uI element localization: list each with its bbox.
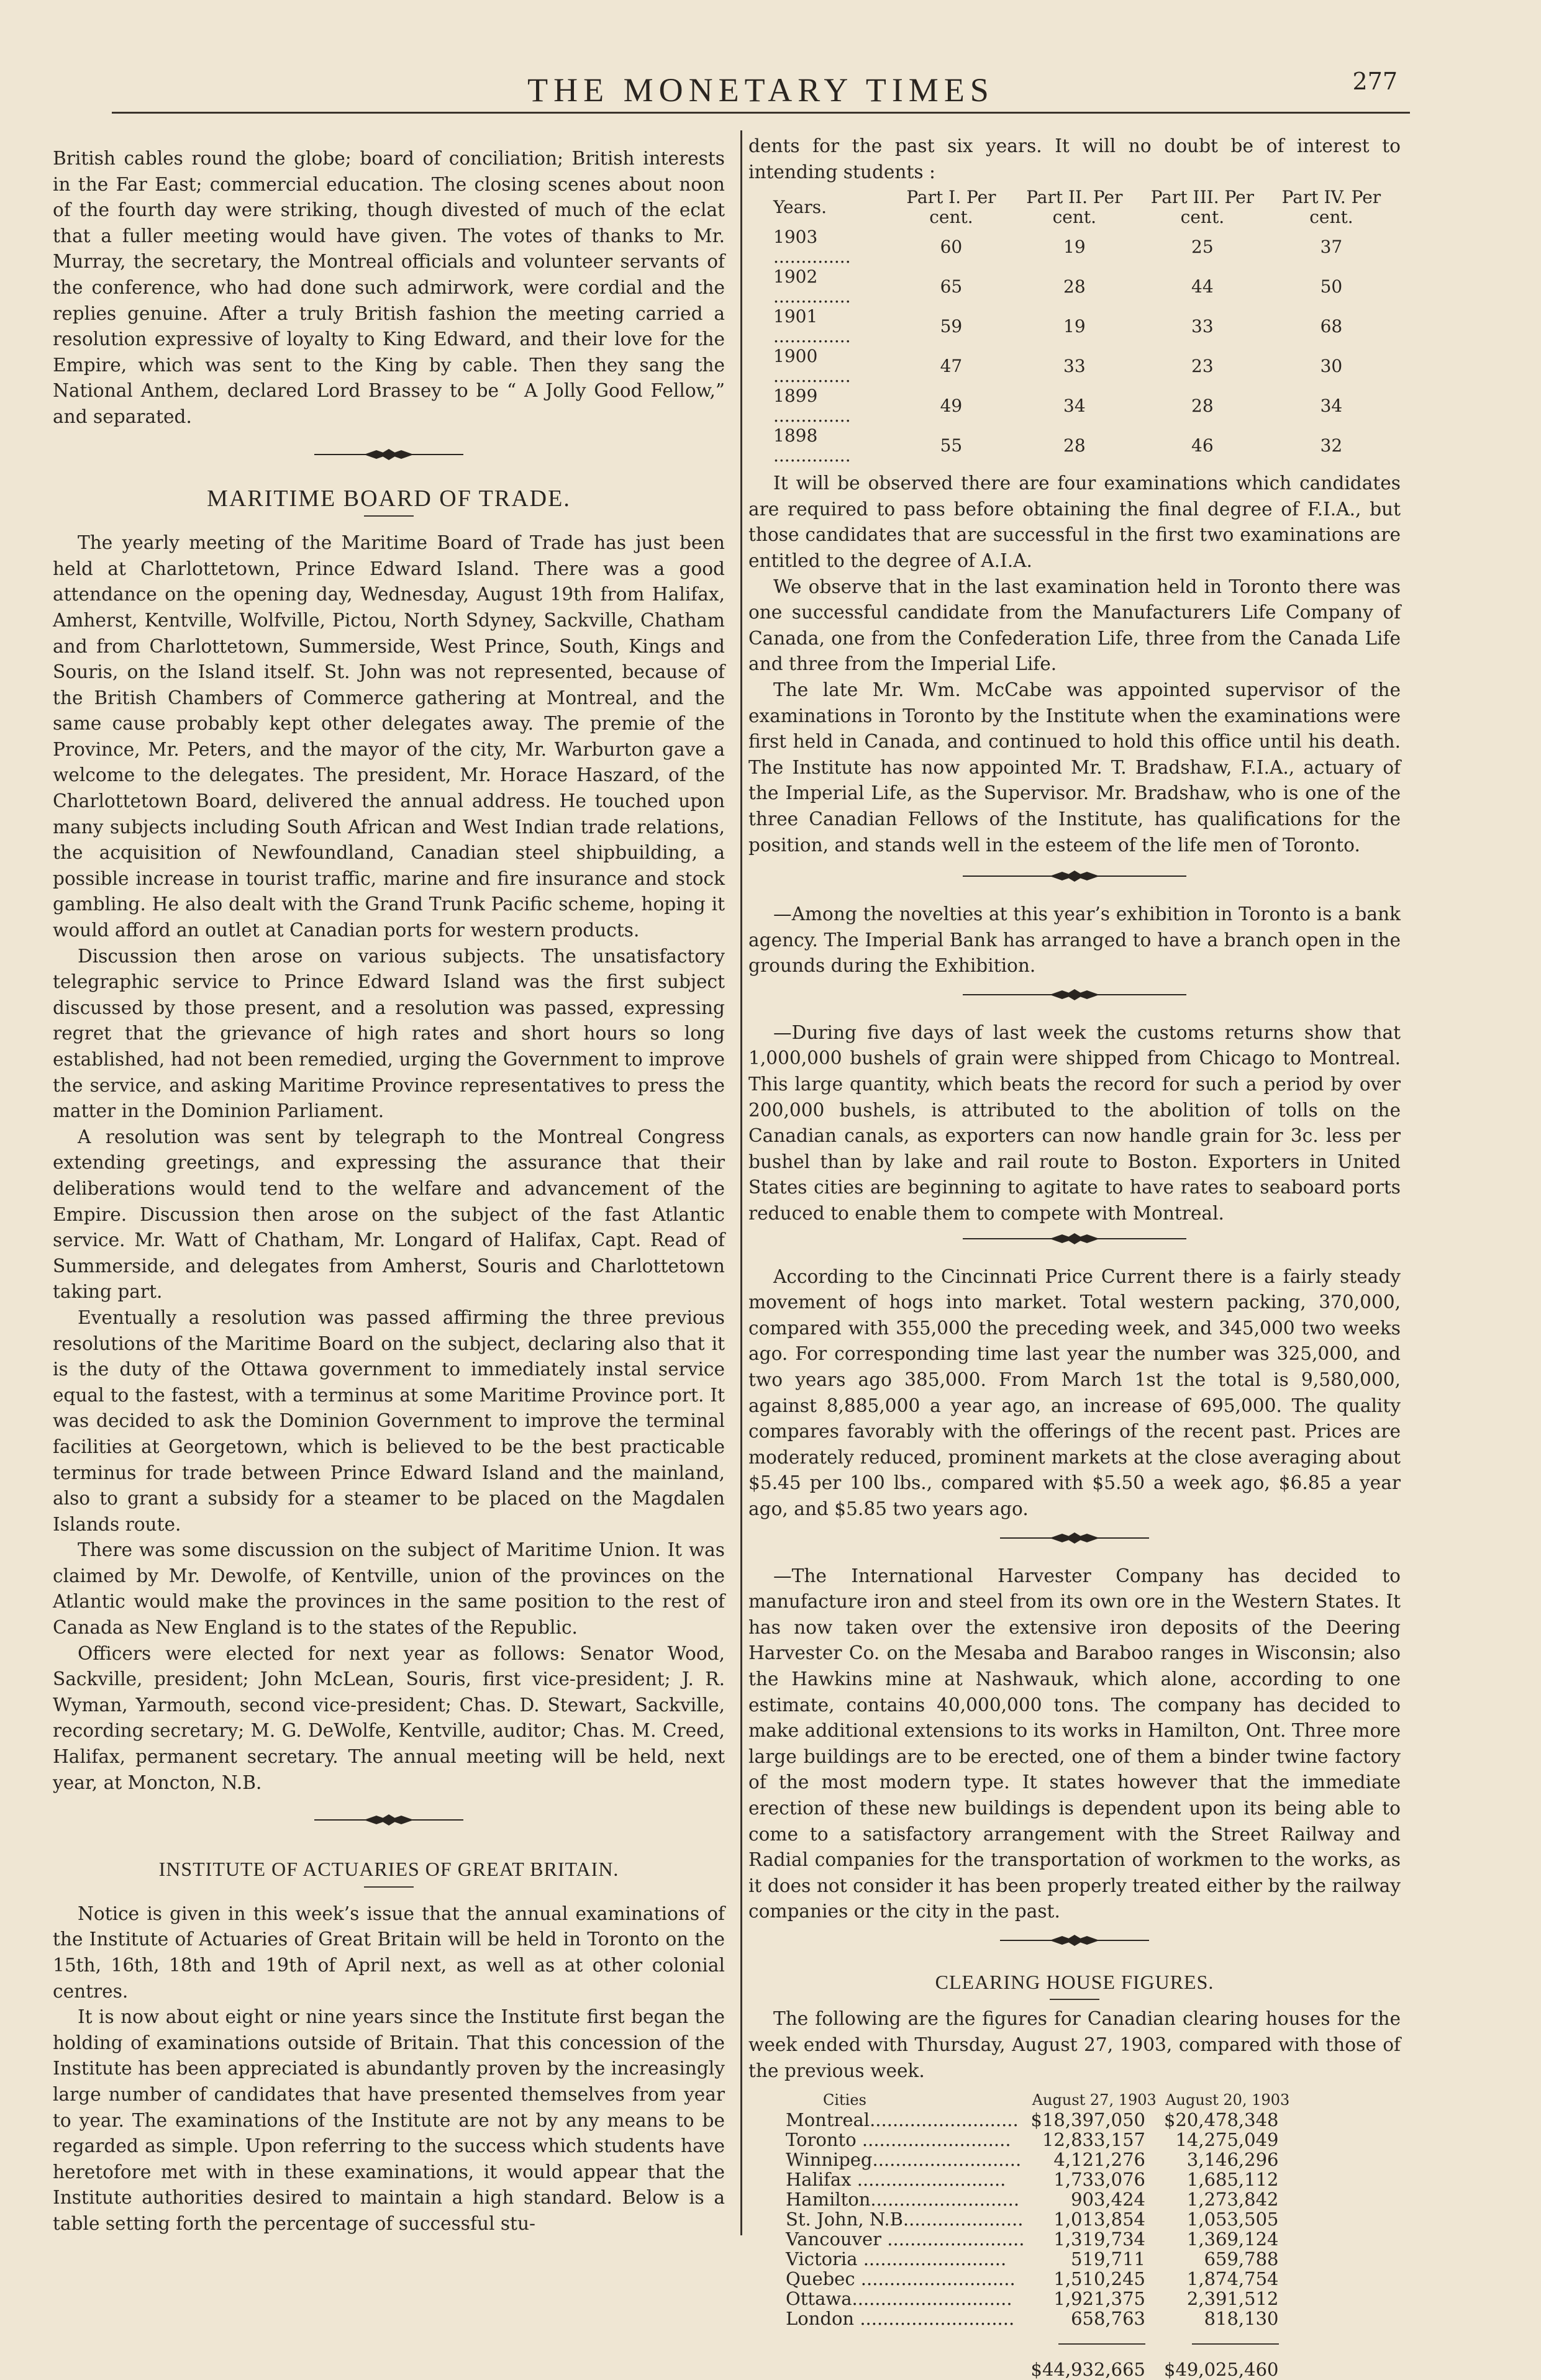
table-cell: $20,478,348 bbox=[1164, 2109, 1279, 2131]
table-cell: 68 bbox=[1320, 316, 1343, 337]
table-cell: St. John, N.B..................... bbox=[786, 2209, 1024, 2230]
table-rule-row bbox=[786, 2328, 1298, 2348]
table-header-row bbox=[773, 188, 1401, 227]
table-header: Years. bbox=[773, 197, 827, 218]
masthead-title: THE MONETARY TIMES bbox=[527, 71, 994, 109]
table-cell: 1899 .............. bbox=[773, 386, 851, 427]
clearing-house-table bbox=[786, 2090, 1298, 2379]
table-total-row bbox=[786, 2348, 1298, 2379]
article-paragraph: The yearly meeting of the Maritime Board of Trade has just been held at Charlottetown, Prince Edward Island. There was a good attendance on the opening day, Wednesday, August 19th from Halifax, Amherst, Kentville, Wolfville, Pictou, North Sdyney, Sackville, Chatham and from Charlottetown, Summerside, West Prince, South, Kings and Souris, on the Island itself. St. John was not represented, because of the British Chambers of Commerce gathering at Montreal, and the same cause probably kept other delegates away. The premie of the Province, Mr. Peters, and the mayor of the city, Mr. Warburton gave a welcome to the delegates. The president, Mr. Horace Haszard, of the Charlottetown Board, delivered the annual address. He touched upon many subjects including South African and West Indian trade relations, the acquisition of Newfoundland, Canadian steel shipbuilding, a possible increase in tourist traffic, marine and fire insurance and stock gambling. He also dealt with the Grand Trunk Pacific scheme, hoping it would afford an outlet at Canadian ports for western products. bbox=[53, 532, 725, 941]
table-cell: Quebec ........................... bbox=[786, 2268, 1016, 2290]
article-paragraph: dents for the past six years. It will no doubt be of interest to intending students : bbox=[748, 135, 1401, 183]
table-cell: 50 bbox=[1320, 276, 1343, 297]
table-cell: Winnipeg.......................... bbox=[786, 2149, 1022, 2171]
ornament-divider bbox=[53, 445, 725, 480]
table-header: Part III. Per cent. bbox=[1150, 187, 1255, 228]
table-row bbox=[786, 2170, 1298, 2189]
article-paragraph: It will be observed there are four examinations which candidates are required to pass before obtaining the final degree of F.I.A., but those candidates that are successful in the first two examinations are entitled to the degree of A.I.A. bbox=[748, 473, 1401, 571]
masthead-rule bbox=[112, 112, 1410, 114]
table-header: August 20, 1903 bbox=[1165, 2091, 1290, 2109]
table-cell: 34 bbox=[1063, 396, 1086, 417]
table-cell: 28 bbox=[1063, 435, 1086, 456]
news-item: —During five days of last week the customs returns show that 1,000,000 bushels of grain were shipped from Chicago to Montreal. This large quantity, which beats the record for such a period by over 200,000 bushels, is attributed to the abolition of tolls on the Canadian canals, as exporters can now handle grain for 3c. less per bushel than by lake and rail route to Boston. Exporters in United States cities are beginning to agitate to have rates to seaboard ports reduced to enable them to compete with Montreal. bbox=[748, 1021, 1401, 1224]
news-item: According to the Cincinnati Price Current there is a fairly steady movement of hogs into market. Total western packing, 370,000, compared with 355,000 the preceding week, and 345,000 two weeks ago. For corresponding time last year the number was 325,000, and two years ago 385,000. From March 1st the total is 9,580,000, against 8,885,000 a year ago, an increase of 695,000. The quality compares favorably with the offerings of the recent past. Prices are moderately reduced, prominent markets at the close averaging about $5.45 per 100 lbs., compared with $5.50 a week ago, $6.85 a year ago, and $5.85 two years ago. bbox=[748, 1265, 1401, 1519]
table-cell: 1,369,124 bbox=[1186, 2228, 1279, 2250]
table-cell: 1,874,754 bbox=[1186, 2268, 1279, 2290]
table-cell: 12,833,157 bbox=[1042, 2129, 1145, 2151]
actuaries-heading: INSTITUTE OF ACTUARIES OF GREAT BRITAIN. bbox=[158, 1858, 619, 1881]
table-cell: 519,711 bbox=[1071, 2248, 1145, 2270]
table-header: Part II. Per cent. bbox=[1026, 187, 1123, 228]
article-paragraph: Discussion then arose on various subjects. The unsatisfactory telegraphic service to Prince Edward Island was the first subject discussed by those present, and a resolution was passed, expressing regret that the grievance of high rates and short hours so long established, had not been remedied, urging the Government to improve the service, and asking Maritime Province representatives to press the matter in the Dominion Parliament. bbox=[53, 945, 725, 1122]
table-row bbox=[786, 2130, 1298, 2150]
table-cell: 658,763 bbox=[1071, 2308, 1145, 2330]
article-paragraph: Notice is given in this week’s issue that the annual examinations of the Institute of Actuaries of Great Britain will be held in Toronto on the 15th, 16th, 18th and 19th of April next, as well as at other colonial centres. bbox=[53, 1903, 725, 2002]
table-cell: 59 bbox=[940, 316, 963, 337]
table-row bbox=[786, 2150, 1298, 2170]
right-column bbox=[748, 133, 1401, 2379]
table-cell: 33 bbox=[1063, 356, 1086, 377]
ornament-divider bbox=[748, 1229, 1401, 1264]
table-row bbox=[773, 227, 1401, 267]
table-cell: 1903 .............. bbox=[773, 227, 851, 268]
article-paragraph: Officers were elected for next year as follows: Senator Wood, Sackville, president; John McLean, Souris, first vice-president; J. R. Wyman, Yarmouth, second vice-president; Chas. D. Stewart, Sackville, recording secretary; M. G. DeWolfe, Kentville, auditor; Chas. M. Creed, Halifax, permanent secretary. The annual meeting will be held, next year, at Moncton, N.B. bbox=[53, 1642, 725, 1793]
table-row bbox=[773, 386, 1401, 426]
table-row bbox=[786, 2110, 1298, 2130]
table-cell: Victoria ......................... bbox=[786, 2248, 1007, 2270]
table-cell: 1902 .............. bbox=[773, 266, 851, 307]
table-cell: 30 bbox=[1320, 356, 1343, 377]
article-paragraph: A resolution was sent by telegraph to the Montreal Congress extending greetings, and expressing the assurance that their deliberations would tend to the welfare and advancement of the Empire. Discussion then arose on the subject of the fast Atlantic service. Mr. Watt of Chatham, Mr. Longard of Halifax, Capt. Read of Summerside, and delegates from Amherst, Souris and Charlottetown taking part. bbox=[53, 1126, 725, 1303]
table-cell: 1,319,734 bbox=[1053, 2228, 1145, 2250]
table-cell: Ottawa............................ bbox=[786, 2288, 1012, 2310]
article-paragraph: British cables round the globe; board of conciliation; British interests in the Far East; commercial education. The closing scenes about noon of the fourth day were striking, though divested of much of the eclat that a fuller meeting would have given. The votes of thanks to Mr. Murray, the secretary, the Montreal officials and volunteer servants of the conference, who had done such admirwork, were cordial and the replies genuine. After a truly British fashion the meeting carried a resolution expressive of loyalty to King Edward, and their love for the Empire, which was sent to the King by cable. Then they sang the National Anthem, declared Lord Brassey to be “ A Jolly Good Fellow,” and separated. bbox=[53, 148, 725, 427]
article-paragraph: Eventually a resolution was passed affirming the three previous resolutions of the Maritime Board on the subject, declaring also that it is the duty of the Ottawa government to immediately instal service equal to the fastest, with a terminus at some Maritime Province port. It was decided to ask the Dominion Government to improve the terminal facilities at Georgetown, which is believed to be the best practicable terminus for trade between Prince Edward Island and the mainland, also to grant a subsidy for a steamer to be placed on the Magdalen Islands route. bbox=[53, 1306, 725, 1535]
table-header: Part IV. Per cent. bbox=[1281, 187, 1381, 228]
clearing-heading: CLEARING HOUSE FIGURES. bbox=[935, 1970, 1214, 1993]
left-column bbox=[53, 146, 725, 2237]
table-cell: 2,391,512 bbox=[1186, 2288, 1279, 2310]
table-cell: 28 bbox=[1191, 396, 1214, 417]
table-cell: 55 bbox=[940, 435, 963, 456]
heading-dash bbox=[364, 515, 414, 517]
table-header-row bbox=[786, 2090, 1298, 2110]
total-cell: $44,932,665 bbox=[1030, 2359, 1145, 2380]
table-cell: 49 bbox=[940, 396, 963, 417]
exam-results-table bbox=[773, 188, 1401, 466]
total-cell: $49,025,460 bbox=[1164, 2359, 1279, 2380]
table-row bbox=[786, 2249, 1298, 2269]
table-cell: 33 bbox=[1191, 316, 1214, 337]
table-cell: 34 bbox=[1320, 396, 1343, 417]
ornament-divider bbox=[748, 985, 1401, 1020]
table-cell: 1901 .............. bbox=[773, 306, 851, 347]
table-header: August 27, 1903 bbox=[1032, 2091, 1157, 2109]
news-item: —The International Harvester Company has decided to manufacture iron and steel from its own ore in the Western States. It has now taken over the extensive iron deposits of the Deering Harvester Co. on the Mesaba and Baraboo ranges in Wisconsin; also the Hawkins mine at Nashwauk, which alone, according to one estimate, contains 40,000,000 tons. The company has decided to make additional extensions to its works in Hamilton, Ont. Three more large buildings are to be erected, one of them a binder twine factory of the most modern type. It states however that the immediate erection of these new buildings is dependent upon its being able to come to a satisfactory arrangement with the Street Railway and Radial companies for the transportation of workmen to the works, as it does not consider it has been properly treated either by the railway companies or the city in the past. bbox=[748, 1565, 1401, 1922]
article-paragraph: The following are the figures for Canadian clearing houses for the week ended with Thursday, August 27, 1903, compared with those of the previous week. bbox=[748, 2008, 1401, 2081]
column-rule bbox=[740, 130, 742, 2235]
table-cell: $18,397,050 bbox=[1030, 2109, 1145, 2131]
table-cell: 37 bbox=[1320, 237, 1343, 258]
table-cell: 1,685,112 bbox=[1186, 2169, 1279, 2191]
table-cell: 1,053,505 bbox=[1186, 2209, 1279, 2230]
table-header: Cities bbox=[823, 2091, 866, 2109]
table-cell: 60 bbox=[940, 237, 963, 258]
table-cell: 1900 .............. bbox=[773, 346, 851, 387]
ornament-divider bbox=[748, 867, 1401, 902]
table-row bbox=[773, 307, 1401, 346]
table-cell: Halifax .......................... bbox=[786, 2169, 1006, 2191]
article-paragraph: The late Mr. Wm. McCabe was appointed supervisor of the examinations in Toronto by the Institute when the examinations were first held in Canada, and continued to hold this office until his death. The Institute has now appointed Mr. T. Bradshaw, F.I.A., actuary of the Imperial Life, as the Supervisor. Mr. Bradshaw, who is one of the three Canadian Fellows of the Institute, has qualifications for the position, and stands well in the esteem of the life men of Toronto. bbox=[748, 679, 1401, 856]
article-paragraph: There was some discussion on the subject of Maritime Union. It was claimed by Mr. Dewolfe, of Kentville, union of the provinces on the Atlantic would make the provinces in the same position to the rest of Canada as New England is to the states of the Republic. bbox=[53, 1539, 725, 1639]
ornament-divider bbox=[748, 1931, 1401, 1966]
table-cell: 28 bbox=[1063, 276, 1086, 297]
table-header: Part I. Per cent. bbox=[906, 187, 996, 228]
table-cell: 818,130 bbox=[1204, 2308, 1279, 2330]
table-cell: Toronto .......................... bbox=[786, 2129, 1011, 2151]
table-row bbox=[773, 267, 1401, 307]
table-cell: Vancouver ........................ bbox=[786, 2228, 1025, 2250]
table-cell: 659,788 bbox=[1204, 2248, 1279, 2270]
news-item: —Among the novelties at this year’s exhibition in Toronto is a bank agency. The Imperial Bank has arranged to have a branch open in the grounds during the Exhibition. bbox=[748, 903, 1401, 977]
table-cell: 25 bbox=[1191, 237, 1214, 258]
table-row bbox=[786, 2289, 1298, 2309]
table-cell: 3,146,296 bbox=[1186, 2149, 1279, 2171]
table-cell: 903,424 bbox=[1071, 2189, 1145, 2210]
article-paragraph: We observe that in the last examination held in Toronto there was one successful candidate from the Manufacturers Life Company of Canada, one from the Confederation Life, three from the Canada Life and three from the Imperial Life. bbox=[748, 576, 1401, 675]
heading-dash bbox=[1050, 1999, 1099, 2000]
table-cell: 14,275,049 bbox=[1175, 2129, 1279, 2151]
masthead bbox=[112, 65, 1410, 115]
table-cell: 1898 .............. bbox=[773, 425, 851, 466]
page-number: 277 bbox=[1352, 68, 1398, 95]
table-cell: 19 bbox=[1063, 316, 1086, 337]
maritime-heading: MARITIME BOARD OF TRADE. bbox=[207, 485, 571, 512]
table-row bbox=[786, 2309, 1298, 2328]
table-cell: 23 bbox=[1191, 356, 1214, 377]
table-cell: London ........................... bbox=[786, 2308, 1015, 2330]
table-row bbox=[786, 2189, 1298, 2209]
sum-rule bbox=[1192, 2343, 1279, 2345]
ornament-divider bbox=[748, 1529, 1401, 1563]
table-row bbox=[786, 2269, 1298, 2289]
article-paragraph: It is now about eight or nine years since the Institute first began the holding of examinations outside of Britain. That this concession of the Institute has been appreciated is abundantly proven by the increasingly large number of candidates that have presented themselves from year to year. The examinations of the Institute are not by any means to be regarded as simple. Upon referring to the success which students have heretofore met with in these examinations, it would appear that the Institute authorities desired to maintain a high standard. Below is a table setting forth the percentage of successful stu- bbox=[53, 2006, 725, 2234]
table-cell: Montreal.......................... bbox=[786, 2109, 1019, 2131]
table-cell: 32 bbox=[1320, 435, 1343, 456]
table-cell: 1,921,375 bbox=[1053, 2288, 1145, 2310]
table-cell: 1,510,245 bbox=[1053, 2268, 1145, 2290]
sum-rule bbox=[1058, 2343, 1145, 2345]
table-cell: 1,013,854 bbox=[1053, 2209, 1145, 2230]
table-row bbox=[773, 346, 1401, 386]
table-cell: 47 bbox=[940, 356, 963, 377]
table-cell: 46 bbox=[1191, 435, 1214, 456]
table-cell: Hamilton.......................... bbox=[786, 2189, 1020, 2210]
table-cell: 44 bbox=[1191, 276, 1214, 297]
table-row bbox=[773, 426, 1401, 466]
heading-dash bbox=[364, 1886, 414, 1888]
table-cell: 4,121,276 bbox=[1053, 2149, 1145, 2171]
table-row bbox=[786, 2229, 1298, 2249]
table-cell: 1,733,076 bbox=[1053, 2169, 1145, 2191]
table-cell: 1,273,842 bbox=[1186, 2189, 1279, 2210]
table-cell: 19 bbox=[1063, 237, 1086, 258]
table-row bbox=[786, 2209, 1298, 2229]
ornament-divider bbox=[53, 1811, 725, 1845]
table-cell: 65 bbox=[940, 276, 963, 297]
